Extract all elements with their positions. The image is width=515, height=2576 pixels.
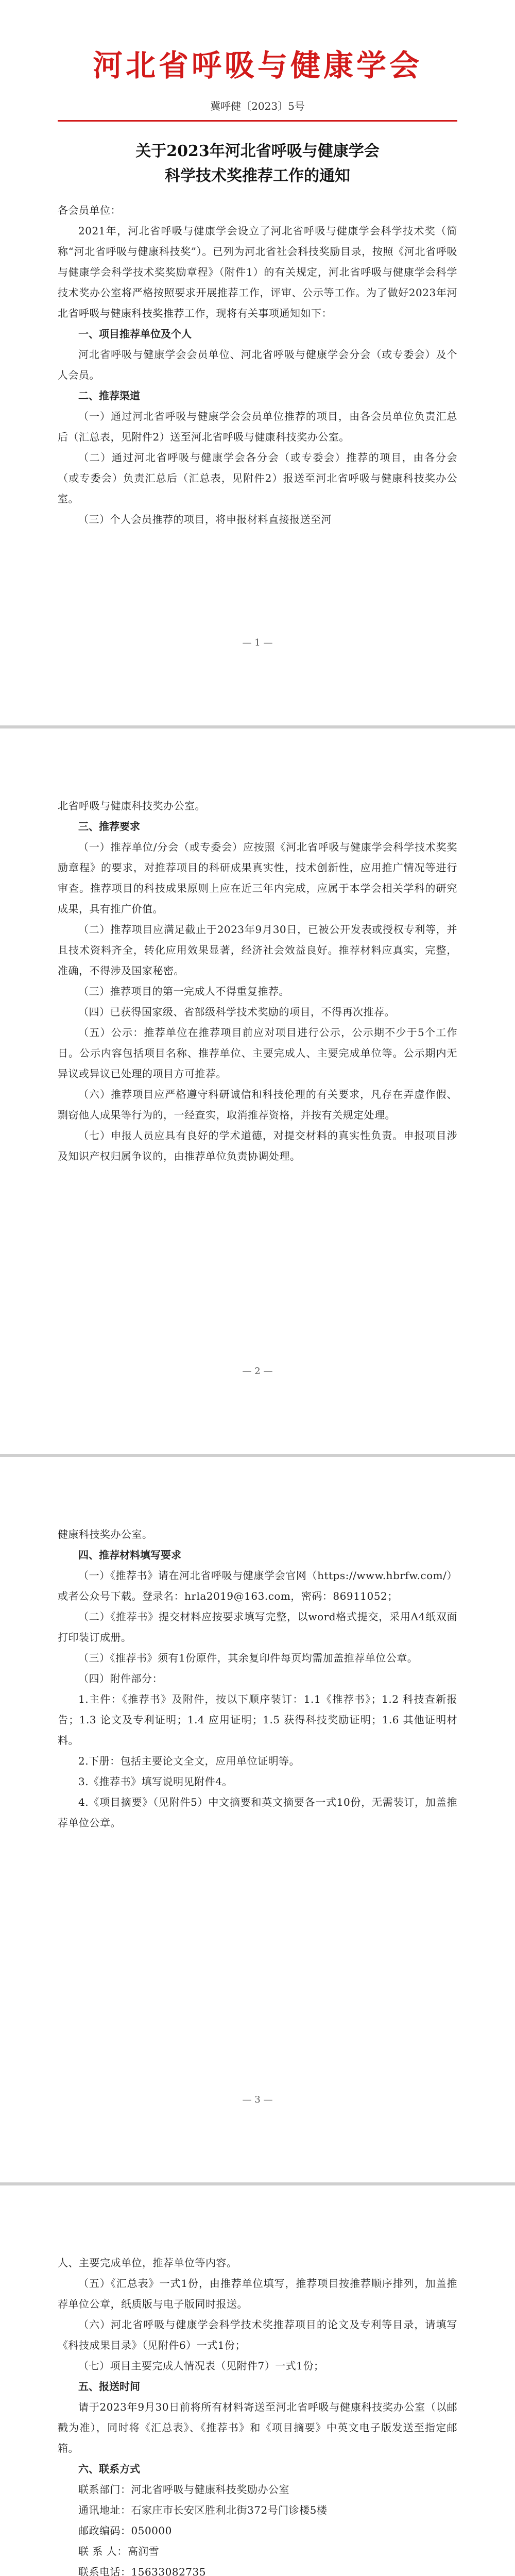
paragraph: （六）河北省呼吸与健康学会科学技术奖推荐项目的论文及专利等目录，请填写《科技成果目录》（见附件6）一式1份； xyxy=(58,2318,457,2351)
contact-phone: 联系电话：15633082735 xyxy=(78,2566,206,2576)
paragraph: （三）个人会员推荐的项目，将申报材料直接报送至河 xyxy=(78,513,332,526)
paragraph: （五）《汇总表》一式1份，由推荐单位填写，推荐项目按推荐顺序排列，加盖推荐单位公章，纸质版与电子版同时报送。 xyxy=(58,2277,457,2310)
paragraph: （六）推荐项目应严格遵守科研诚信和科技伦理的有关要求，凡存在弄虚作假、剽窃他人成果等行为的，一经查实，取消推荐资格，并按有关规定处理。 xyxy=(58,1088,457,1121)
contact-address: 通讯地址：石家庄市长安区胜利北街372号门诊楼5楼 xyxy=(78,2504,328,2516)
section-heading: 三、推荐要求 xyxy=(78,820,140,833)
contact-department: 联系部门：河北省呼吸与健康科技奖励办公室 xyxy=(78,2483,289,2496)
red-header-rule xyxy=(58,120,457,122)
doc-title-line-1: 关于2023年河北省呼吸与健康学会 xyxy=(135,142,380,160)
doc-title xyxy=(58,139,457,189)
org-title: 河北省呼吸与健康学会 xyxy=(92,48,422,83)
paragraph: 北省呼吸与健康科技奖办公室。 xyxy=(58,800,205,812)
section-heading: 五、报送时间 xyxy=(78,2380,140,2393)
contact-postcode: 邮政编码：050000 xyxy=(78,2524,172,2537)
paragraph: 3.《推荐书》填写说明见附件4。 xyxy=(78,1775,233,1788)
paragraph: （四）附件部分： xyxy=(78,1672,163,1685)
paragraph: 1.主件：《推荐书》及附件，按以下顺序装订：1.1《推荐书》；1.2 科技查新报告；1.3 论文及专利证明；1.4 应用证明；1.5 获得科技奖励证明；1.6 其他证明材料。 xyxy=(58,1693,457,1747)
paragraph: （七）项目主要完成人情况表（见附件7）一式1份； xyxy=(78,2360,324,2372)
paragraph: 健康科技奖办公室。 xyxy=(58,1528,153,1540)
paragraph: 人、主要完成单位，推荐单位等内容。 xyxy=(58,2257,237,2269)
page-number: — 2 — xyxy=(242,1366,273,1377)
page-number: — 3 — xyxy=(242,2094,273,2105)
document-page-3 xyxy=(0,1457,515,2185)
document-page-4 xyxy=(0,2185,515,2576)
paragraph: （二）通过河北省呼吸与健康学会各分会（或专委会）推荐的项目，由各分会（或专委会）负责汇总后（汇总表，见附件2）报送至河北省呼吸与健康科技奖办公室。 xyxy=(58,451,457,505)
paragraph: 河北省呼吸与健康学会会员单位、河北省呼吸与健康学会分会（或专委会）及个人会员。 xyxy=(58,348,457,381)
doc-title-line-2: 科学技术奖推荐工作的通知 xyxy=(165,167,350,185)
section-heading: 六、联系方式 xyxy=(78,2463,140,2475)
document-page-2 xyxy=(0,728,515,1457)
paragraph: （三）《推荐书》须有1份原件，其余复印件每页均需加盖推荐单位公章。 xyxy=(78,1652,418,1664)
paragraph: 2.下册：包括主要论文全文，应用单位证明等。 xyxy=(78,1755,300,1767)
paragraph: 2021年，河北省呼吸与健康学会设立了河北省呼吸与健康学会科学技术奖（简称“河北省呼吸与健康科技奖”）。已列为河北省社会科技奖励目录，按照《河北省呼吸与健康学会科学技术奖奖励章程》（附件1）的有关规定，河北省呼吸与健康学会科学技术奖办公室将严格按照要求开展推荐工作，评审、公示等工作。为了做好2023年河北省呼吸与健康科技奖推荐工作，现将有关事项通知如下： xyxy=(58,225,457,319)
paragraph: （一）推荐单位/分会（或专委会）应按照《河北省呼吸与健康学会科学技术奖奖励章程》的要求，对推荐项目的科研成果真实性，技术创新性，应用推广情况等进行审查。推荐项目的科技成果原则上应在近三年内完成，应属于本学会相关学科的研究成果，具有推广价值。 xyxy=(58,841,457,915)
section-heading: 二、推荐渠道 xyxy=(78,389,140,402)
paragraph: 请于2023年9月30日前将所有材料寄送至河北省呼吸与健康科技奖办公室（以邮戳为准），同时将《汇总表》、《推荐书》和《项目摘要》中英文电子版发送至指定邮箱。 xyxy=(58,2401,457,2454)
salutation: 各会员单位： xyxy=(58,204,121,216)
document-page-1 xyxy=(0,0,515,728)
contact-person: 联 系 人：高润雪 xyxy=(78,2545,160,2557)
doc-number: 冀呼健〔2023〕5号 xyxy=(210,100,305,112)
paragraph: （五）公示：推荐单位在推荐项目前应对项目进行公示，公示期不少于5个工作日。公示内容包括项目名称、推荐单位、主要完成人、主要完成单位等。公示期内无异议或异议已处理的项目方可推荐。 xyxy=(58,1026,457,1080)
page-number: — 1 — xyxy=(242,637,273,648)
paragraph: （一）通过河北省呼吸与健康学会会员单位推荐的项目，由各会员单位负责汇总后（汇总表，见附件2）送至河北省呼吸与健康科技奖办公室。 xyxy=(58,410,457,443)
section-heading: 四、推荐材料填写要求 xyxy=(78,1549,181,1561)
paragraph: （四）已获得国家级、省部级科学技术奖励的项目，不得再次推荐。 xyxy=(78,1006,395,1018)
paragraph: （二）《推荐书》提交材料应按要求填写完整，以word格式提交，采用A4纸双面打印装订成册。 xyxy=(58,1611,457,1643)
paragraph: （七）申报人员应具有良好的学术道德，对提交材料的真实性负责。申报项目涉及知识产权归属争议的，由推荐单位负责协调处理。 xyxy=(58,1129,457,1162)
section-heading: 一、项目推荐单位及个人 xyxy=(78,328,192,340)
paragraph: （三）推荐项目的第一完成人不得重复推荐。 xyxy=(78,985,289,997)
paragraph: 4.《项目摘要》（见附件5）中文摘要和英文摘要各一式10份，无需装订，加盖推荐单位公章。 xyxy=(58,1796,457,1829)
paragraph: （一）《推荐书》请在河北省呼吸与健康学会官网（https://www.hbrfw.com/）或者公众号下载。登录名：hrla2019@163.com，密码：86911052； xyxy=(58,1569,457,1602)
paragraph: （二）推荐项目应满足截止于2023年9月30日，已被公开发表或授权专利等，并且技术资料齐全，转化应用效果显著，经济社会效益良好。推荐材料应真实，完整，准确，不得涉及国家秘密。 xyxy=(58,923,457,977)
